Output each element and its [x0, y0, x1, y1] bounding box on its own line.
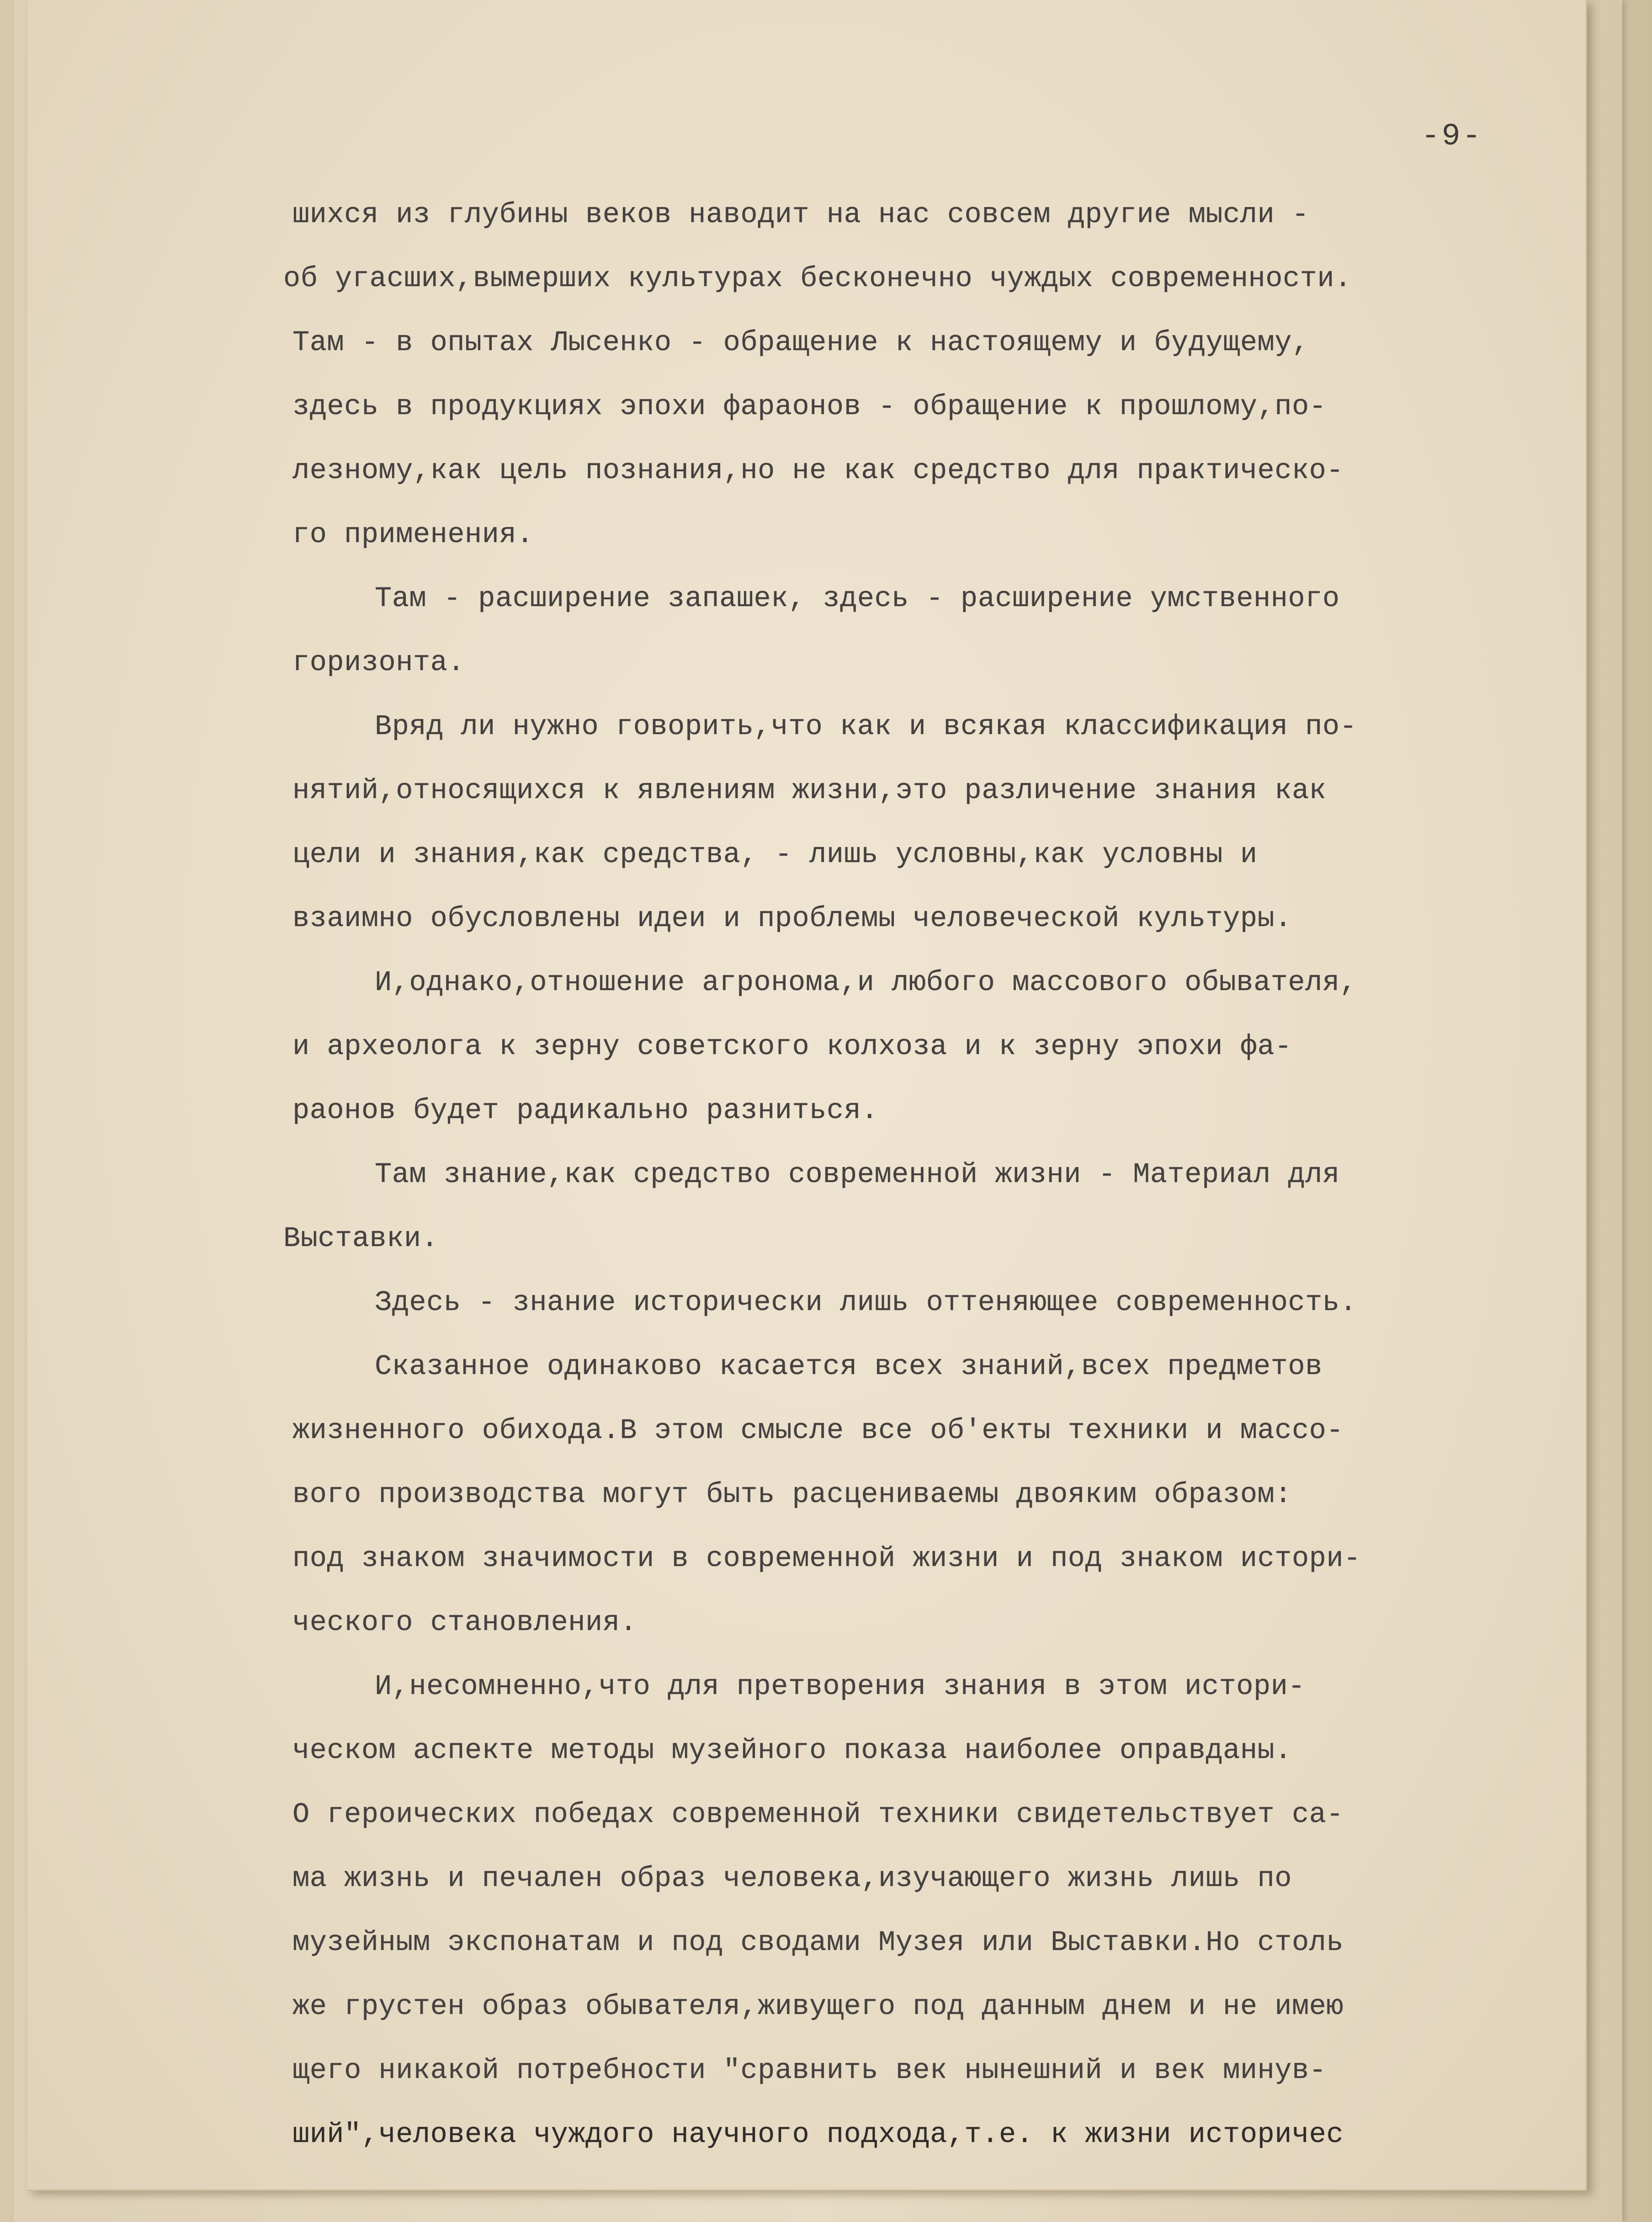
text-line: ший",человека чуждого научного подхода,т.е. к жизни историчес: [292, 2118, 1344, 2151]
text-line: И,однако,отношение агронома,и любого массового обывателя,: [375, 966, 1357, 999]
text-line: О героических победах современной техники свидетельствует са-: [292, 1798, 1344, 1831]
text-line: музейным экспонатам и под сводами Музея или Выставки.Но столь: [292, 1926, 1344, 1959]
text-line: Там - в опытах Лысенко - обращение к настоящему и будущему,: [292, 326, 1309, 359]
text-line: раонов будет радикально разниться.: [292, 1094, 879, 1127]
text-line: ческого становления.: [292, 1606, 637, 1639]
text-line: Сказанное одинаково касается всех знаний,всех предметов: [375, 1350, 1323, 1383]
text-line: Там знание,как средство современной жизни - Материал для: [375, 1158, 1340, 1191]
text-line: горизонта.: [292, 646, 465, 679]
text-line: вого производства могут быть расцениваемы двояким образом:: [292, 1478, 1292, 1511]
page-number: -9-: [1421, 119, 1483, 154]
text-line: лезному,как цель познания,но не как средство для практическо-: [292, 454, 1344, 487]
text-line: И,несомненно,что для претворения знания в этом истори-: [375, 1670, 1306, 1703]
text-line: ческом аспекте методы музейного показа наиболее оправданы.: [292, 1734, 1292, 1767]
text-line: шихся из глубины веков наводит на нас совсем другие мысли -: [292, 198, 1309, 231]
text-line: об угасших,вымерших культурах бесконечно чуждых современности.: [283, 262, 1352, 295]
text-line: взаимно обусловлены идеи и проблемы человеческой культуры.: [292, 902, 1292, 935]
text-line: нятий,относящихся к явлениям жизни,это различение знания как: [292, 774, 1327, 807]
text-line: же грустен образ обывателя,живущего под данным днем и не имею: [292, 1990, 1344, 2023]
text-line: Вряд ли нужно говорить,что как и всякая классификация по-: [375, 710, 1357, 743]
text-line: жизненного обихода.В этом смысле все об'екты техники и массо-: [292, 1414, 1344, 1447]
text-line: ма жизнь и печален образ человека,изучающего жизнь лишь по: [292, 1862, 1292, 1895]
text-line: Здесь - знание исторически лишь оттеняющее современность.: [375, 1286, 1357, 1319]
text-line: здесь в продукциях эпохи фараонов - обращение к прошлому,по-: [292, 390, 1327, 423]
text-line: цели и знания,как средства, - лишь условны,как условны и: [292, 838, 1258, 871]
text-line: под знаком значимости в современной жизни и под знаком истори-: [292, 1542, 1361, 1575]
text-line: Там - расширение запашек, здесь - расширение умственного: [375, 582, 1340, 615]
text-line: щего никакой потребности "сравнить век нынешний и век минув-: [292, 2054, 1327, 2087]
text-line: и археолога к зерну советского колхоза и к зерну эпохи фа-: [292, 1030, 1292, 1063]
text-line: Выставки.: [283, 1222, 439, 1255]
text-line: го применения.: [292, 518, 534, 551]
